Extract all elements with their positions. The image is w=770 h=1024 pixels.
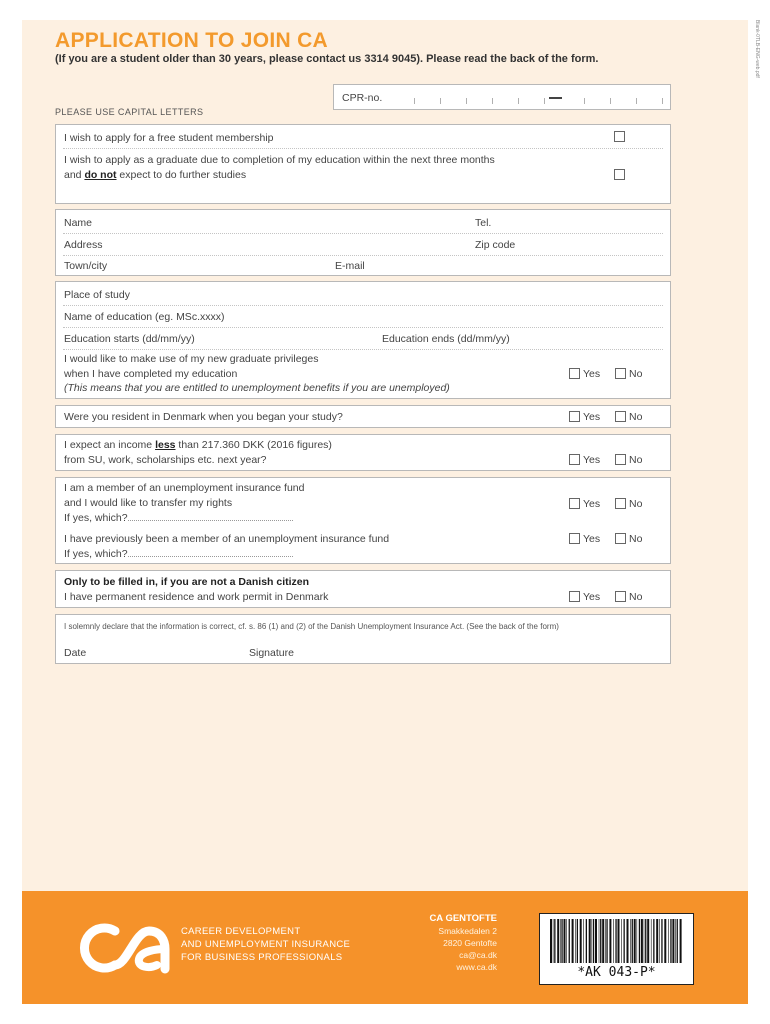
- office-web: www.ca.dk: [456, 962, 497, 972]
- insurance-previous-no-label: No: [629, 533, 643, 545]
- personal-info-section: [55, 209, 671, 276]
- cpr-tick: [584, 98, 585, 104]
- cpr-tick: [466, 98, 467, 104]
- tagline-line: CAREER DEVELOPMENT: [181, 926, 301, 937]
- signature-label[interactable]: Signature: [249, 647, 294, 659]
- declaration-text: I solemnly declare that the information is correct, cf. s. 86 (1) and (2) of the Danish Unemployment Insurance Act. (See the back of the form): [64, 622, 559, 631]
- resident-yes-label: Yes: [583, 411, 601, 423]
- insurance-previous-which[interactable]: If yes, which?: [64, 547, 293, 561]
- graduate-label-line1: I wish to apply as a graduate due to completion of my education within the next three months: [64, 154, 495, 166]
- insurance-member-yes-label: Yes: [583, 498, 601, 510]
- cpr-tick: [544, 98, 545, 104]
- income-no-label: No: [629, 454, 643, 466]
- office-street: Smakkedalen 2: [438, 926, 497, 936]
- privileges-yes-label: Yes: [583, 368, 601, 380]
- place-label: Place of study: [64, 289, 130, 301]
- student-row: [63, 127, 663, 149]
- insurance-previous-yes-checkbox[interactable]: [569, 533, 580, 544]
- footer: [22, 891, 748, 1004]
- citizen-heading: Only to be filled in, if you are not a Danish citizen: [64, 576, 310, 588]
- tagline-line: AND UNEMPLOYMENT INSURANCE: [181, 939, 351, 950]
- name-label: Name: [64, 217, 93, 229]
- membership-section: [55, 124, 671, 204]
- graduate-row: [63, 151, 663, 201]
- insurance-member-no-checkbox[interactable]: [615, 498, 626, 509]
- cpr-label: CPR-no.: [342, 92, 383, 104]
- graduate-checkbox[interactable]: [614, 169, 625, 180]
- cpr-tick: [518, 98, 519, 104]
- insurance-member-row: [63, 480, 663, 528]
- insurance-previous-no-checkbox[interactable]: [615, 533, 626, 544]
- do-not-emphasis: do not: [84, 169, 117, 181]
- barcode: [539, 913, 694, 985]
- citizen-yes-label: Yes: [583, 591, 601, 603]
- insurance-previous-yes-label: Yes: [583, 533, 601, 545]
- date-label[interactable]: Date: [64, 647, 87, 659]
- insurance-member-line2: and I would like to transfer my rights: [64, 497, 233, 509]
- student-checkbox[interactable]: [614, 131, 625, 142]
- capital-letters-note: PLEASE USE CAPITAL LETTERS: [55, 107, 204, 117]
- office-city: 2820 Gentofte: [443, 938, 497, 948]
- tagline-line: FOR BUSINESS PROFESSIONALS: [181, 952, 343, 963]
- privileges-yes-checkbox[interactable]: [569, 368, 580, 379]
- resident-yes-checkbox[interactable]: [569, 411, 580, 422]
- town-label: Town/city: [64, 260, 108, 272]
- education-starts-label: Education starts (dd/mm/yy): [64, 333, 195, 345]
- cpr-tick: [636, 98, 637, 104]
- insurance-member-which[interactable]: If yes, which?: [64, 511, 293, 525]
- office-email: ca@ca.dk: [459, 950, 497, 960]
- barcode-text: *AK 043-P*: [577, 965, 656, 980]
- citizen-no-checkbox[interactable]: [615, 591, 626, 602]
- privileges-line1: I would like to make use of my new graduate privileges: [64, 353, 319, 365]
- resident-section: [55, 405, 671, 428]
- insurance-member-line1: I am a member of an unemployment insurance fund: [64, 482, 305, 494]
- place-row[interactable]: [63, 284, 663, 306]
- resident-question: Were you resident in Denmark when you began your study?: [64, 411, 343, 423]
- citizen-no-label: No: [629, 591, 643, 603]
- income-yes-checkbox[interactable]: [569, 454, 580, 465]
- cpr-tick: [440, 98, 441, 104]
- student-label: I wish to apply for a free student membership: [64, 132, 274, 144]
- insurance-previous-row: [63, 530, 663, 562]
- less-emphasis: less: [155, 439, 176, 451]
- citizen-section: [55, 570, 671, 608]
- privileges-line2: when I have completed my education: [64, 368, 238, 380]
- privileges-row: [63, 350, 663, 398]
- cpr-field[interactable]: [333, 84, 671, 110]
- citizen-yes-checkbox[interactable]: [569, 591, 580, 602]
- cpr-tick: [414, 98, 415, 104]
- education-name-row[interactable]: [63, 306, 663, 328]
- town-row[interactable]: [63, 256, 663, 276]
- income-section: [55, 434, 671, 471]
- side-code: Blank-0TLB-ENG-web.pdf: [754, 20, 760, 78]
- income-no-checkbox[interactable]: [615, 454, 626, 465]
- cpr-dash: [549, 97, 562, 99]
- tel-label: Tel.: [475, 217, 492, 229]
- citizen-line: I have permanent residence and work permit in Denmark: [64, 591, 329, 603]
- resident-no-checkbox[interactable]: [615, 411, 626, 422]
- education-dates-row[interactable]: [63, 328, 663, 350]
- insurance-member-yes-checkbox[interactable]: [569, 498, 580, 509]
- declaration-section: [55, 614, 671, 664]
- income-line2: from SU, work, scholarships etc. next year?: [64, 454, 267, 466]
- education-name-label: Name of education (eg. MSc.xxxx): [64, 311, 225, 323]
- education-ends-label: Education ends (dd/mm/yy): [382, 333, 510, 345]
- tagline: [181, 925, 350, 964]
- page-title: APPLICATION TO JOIN CA: [55, 29, 329, 52]
- cpr-tick: [492, 98, 493, 104]
- insurance-member-no-label: No: [629, 498, 643, 510]
- insurance-section: [55, 477, 671, 564]
- address-label: Address: [64, 239, 103, 251]
- resident-no-label: No: [629, 411, 643, 423]
- ca-logo-icon: [75, 919, 170, 977]
- email-label: E-mail: [335, 260, 365, 272]
- insurance-previous-line1: I have previously been a member of an unemployment insurance fund: [64, 533, 390, 545]
- address-row[interactable]: [63, 234, 663, 256]
- zip-label: Zip code: [475, 239, 516, 251]
- education-section: [55, 281, 671, 399]
- privileges-no-label: No: [629, 368, 643, 380]
- page-subtitle: (If you are a student older than 30 years, please contact us 3314 9045). Please read the back of the form.: [55, 53, 599, 65]
- name-row[interactable]: [63, 212, 663, 234]
- barcode-bars-icon: [550, 919, 683, 963]
- income-yes-label: Yes: [583, 454, 601, 466]
- graduate-label-line2: and do not expect to do further studies: [64, 169, 247, 181]
- office-name: CA GENTOFTE: [429, 913, 497, 924]
- income-line1: I expect an income less than 217.360 DKK (2016 figures): [64, 439, 332, 451]
- cpr-tick: [662, 98, 663, 104]
- office-address: [342, 913, 497, 973]
- privileges-no-checkbox[interactable]: [615, 368, 626, 379]
- cpr-tick: [610, 98, 611, 104]
- privileges-note: (This means that you are entitled to unemployment benefits if you are unemployed): [64, 382, 450, 394]
